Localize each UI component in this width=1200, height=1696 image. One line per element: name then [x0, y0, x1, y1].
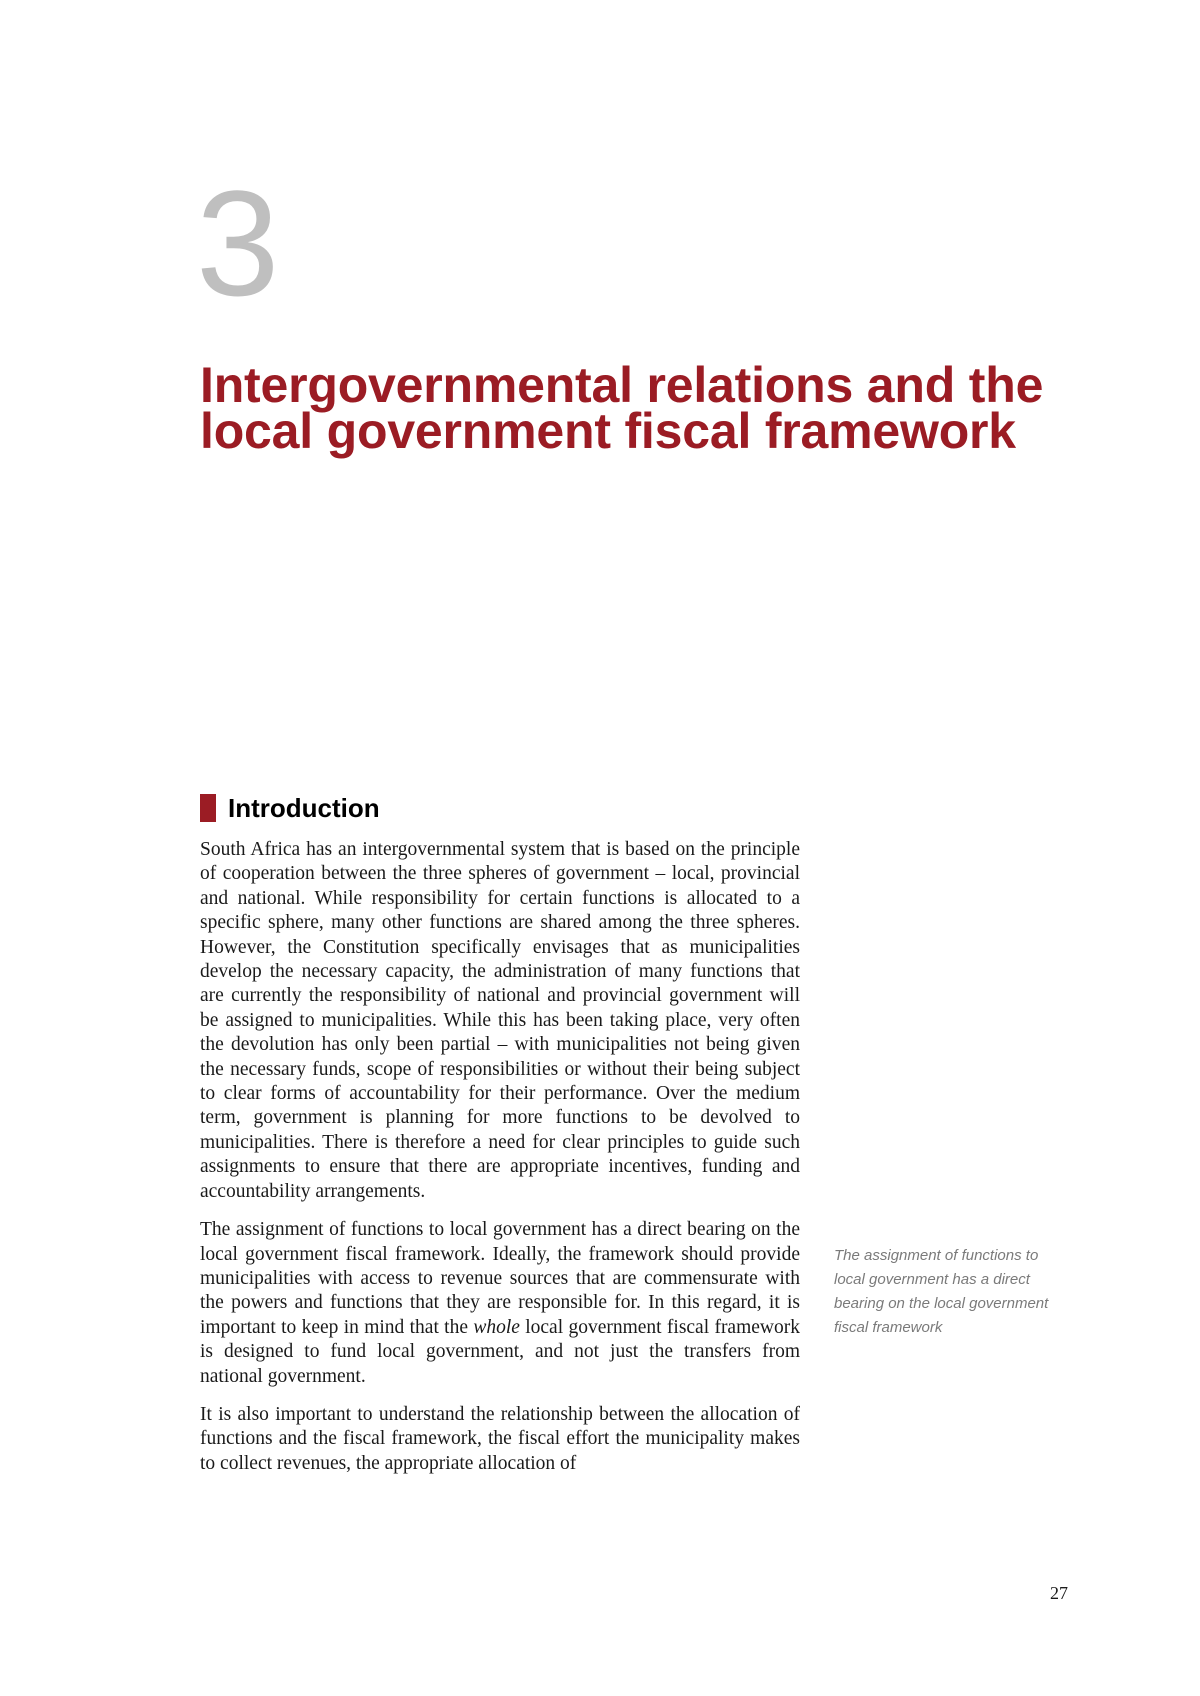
section-marker-bar: [200, 794, 216, 822]
body-paragraph-2-lead: The assignment of functions to local government has a direct bearing on the local government fiscal framework. Ideally, the framework should provide municipalities with access to revenue sources that are commensurate with the powers and functions that they are responsible for. In this regard, it is important to keep in mind that the: [200, 1219, 800, 1338]
margin-note: The assignment of functions to local government has a direct bearing on the local government fiscal framework: [834, 1247, 1049, 1336]
body-paragraph-1: South Africa has an intergovernmental system that is based on the principle of cooperation between the three spheres of government – local, provincial and national. While responsibility for certain functions is allocated to a specific sphere, many other functions are shared among the three spheres. However, the Constitution specifically envisages that as municipalities develop the necessary capacity, the administration of many functions that are currently the responsibility of national and provincial government will be assigned to municipalities. While this has been taking place, very often the devolution has only been partial – with municipalities not being given the necessary funds, scope of responsibilities or without their being subject to clear forms of accountability for their performance. Over the medium term, government is planning for more functions to be devolved to municipalities. There is therefore a need for clear principles to guide such assignments to ensure that there are appropriate incentives, funding and accountability arrangements.: [200, 839, 800, 1202]
body-paragraph-2: [200, 1218, 800, 1389]
chapter-title: Intergovernmental relations and the local government fiscal framework: [200, 357, 1044, 459]
page-number: 27: [1050, 1583, 1068, 1603]
chapter-number: 3: [196, 159, 280, 327]
section-heading: [200, 794, 380, 822]
body-paragraph-3: It is also important to understand the relationship between the allocation of functions and the fiscal framework, the fiscal effort the municipality makes to collect revenues, the appropriate allocation of: [200, 1403, 800, 1474]
body-paragraph-2-emphasis: whole: [473, 1316, 520, 1338]
body-paragraph-2-tail: local government fiscal framework is designed to fund local government, and not just the transfers from national government.: [200, 1316, 800, 1387]
section-heading-label: Introduction: [228, 793, 380, 823]
body-column: [200, 838, 800, 1490]
